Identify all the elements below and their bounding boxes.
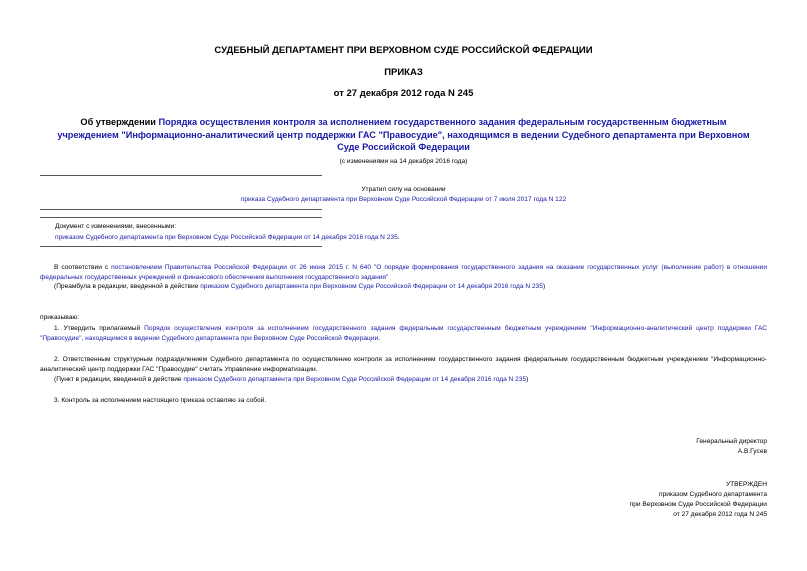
approval-title: УТВЕРЖДЕН: [725, 481, 767, 488]
item-1: [40, 324, 767, 344]
item-3: 3. Контроль за исполнением настоящего приказа оставляю за собой.: [54, 397, 267, 404]
divider: [40, 246, 322, 247]
revision-note: (с изменениями на 14 декабря 2016 года): [339, 158, 468, 165]
lost-force-link-line: [0, 196, 807, 203]
approval-line-2: при Верховном Суде Российской Федерации: [629, 501, 767, 508]
signature-position: Генеральный директор: [696, 438, 767, 445]
org-heading: СУДЕБНЫЙ ДЕПАРТАМЕНТ ПРИ ВЕРХОВНОМ СУДЕ РОССИЙСКОЙ ФЕДЕРАЦИИ: [214, 45, 593, 56]
changes-label: Документ с изменениями, внесенными:: [55, 223, 177, 230]
item-2-note-prefix: (Пункт в редакции, введенной в действие: [54, 376, 184, 383]
order-word: приказываю:: [40, 314, 80, 321]
preamble: [40, 263, 767, 283]
item-2-note-link[interactable]: приказом Судебного департамента при Верховном Суде Российской Федерации от 14 декабря 2016 года N 235: [183, 376, 527, 383]
divider: [40, 175, 322, 176]
preamble-note-suffix: ): [543, 283, 546, 290]
item-1-link[interactable]: Порядок осуществления контроля за исполнением государственного задания федеральным государственным бюджетным учреждением "Информационно-аналитический центр поддержки ГАС "Правосудие", находящимся в ведении Судебного департамента при Верховном Суде Российской Федерации: [40, 325, 767, 342]
item-2-note: [54, 375, 528, 385]
doc-type: ПРИКАЗ: [384, 67, 423, 78]
item-1-prefix: 1. Утвердить прилагаемый: [54, 325, 145, 332]
lost-force-link[interactable]: приказа Судебного департамента при Верховном Суде Российской Федерации от 7 июля 2017 года N 122: [240, 196, 567, 203]
divider: [40, 217, 322, 218]
preamble-note: [54, 282, 545, 292]
changes-line: приказом Судебного департамента при Верховном Суде Российской Федерации от 14 декабря 2016 года N 235.: [55, 234, 400, 241]
preamble-note-link[interactable]: приказом Судебного департамента при Верховном Суде Российской Федерации от 14 декабря 2016 года N 235: [200, 283, 544, 290]
document-title: [55, 116, 752, 154]
preamble-note-prefix: (Преамбула в редакции, введенной в действие: [54, 283, 201, 290]
title-link[interactable]: Порядка осуществления контроля за исполнением государственного задания федеральным государственным бюджетным учреждением "Информационно-аналитический центр поддержки ГАС "Правосудие", находящимся в ведении Судебного департамента при Верховном Суде Российской Федерации: [57, 117, 750, 152]
signature-name: А.В.Гусев: [737, 448, 767, 455]
approval-line-3: от 27 декабря 2012 года N 245: [673, 511, 767, 518]
lost-force-label: Утратил силу на основании: [361, 186, 446, 193]
approval-line-1: приказом Судебного департамента: [659, 491, 767, 498]
changes-link[interactable]: приказом Судебного департамента при Верховном Суде Российской Федерации от 14 декабря 2016 года N 235: [55, 234, 398, 241]
preamble-prefix: В соответствии с: [54, 264, 112, 271]
preamble-link[interactable]: постановлением Правительства Российской Федерации от 26 июня 2015 г. N 640 "О порядке формирования государственного задания на оказание государственных услуг (выполнение работ) в отношении федеральных государственных учреждений и финансового обеспечения выполнения государственного задания": [40, 264, 767, 281]
title-prefix: Об утверждении: [80, 117, 159, 127]
item-1-suffix: .: [378, 335, 381, 342]
doc-date-number: от 27 декабря 2012 года N 245: [333, 88, 474, 99]
item-2: 2. Ответственным структурным подразделением Судебного департамента по осуществлению контроля за исполнением государственного задания федеральным государственным бюджетным учреждением "Информационно-аналитический центр поддержки ГАС "Правосудие" считать Управление информатизации.: [40, 356, 767, 373]
divider: [40, 209, 322, 210]
item-2-note-suffix: ): [526, 376, 529, 383]
